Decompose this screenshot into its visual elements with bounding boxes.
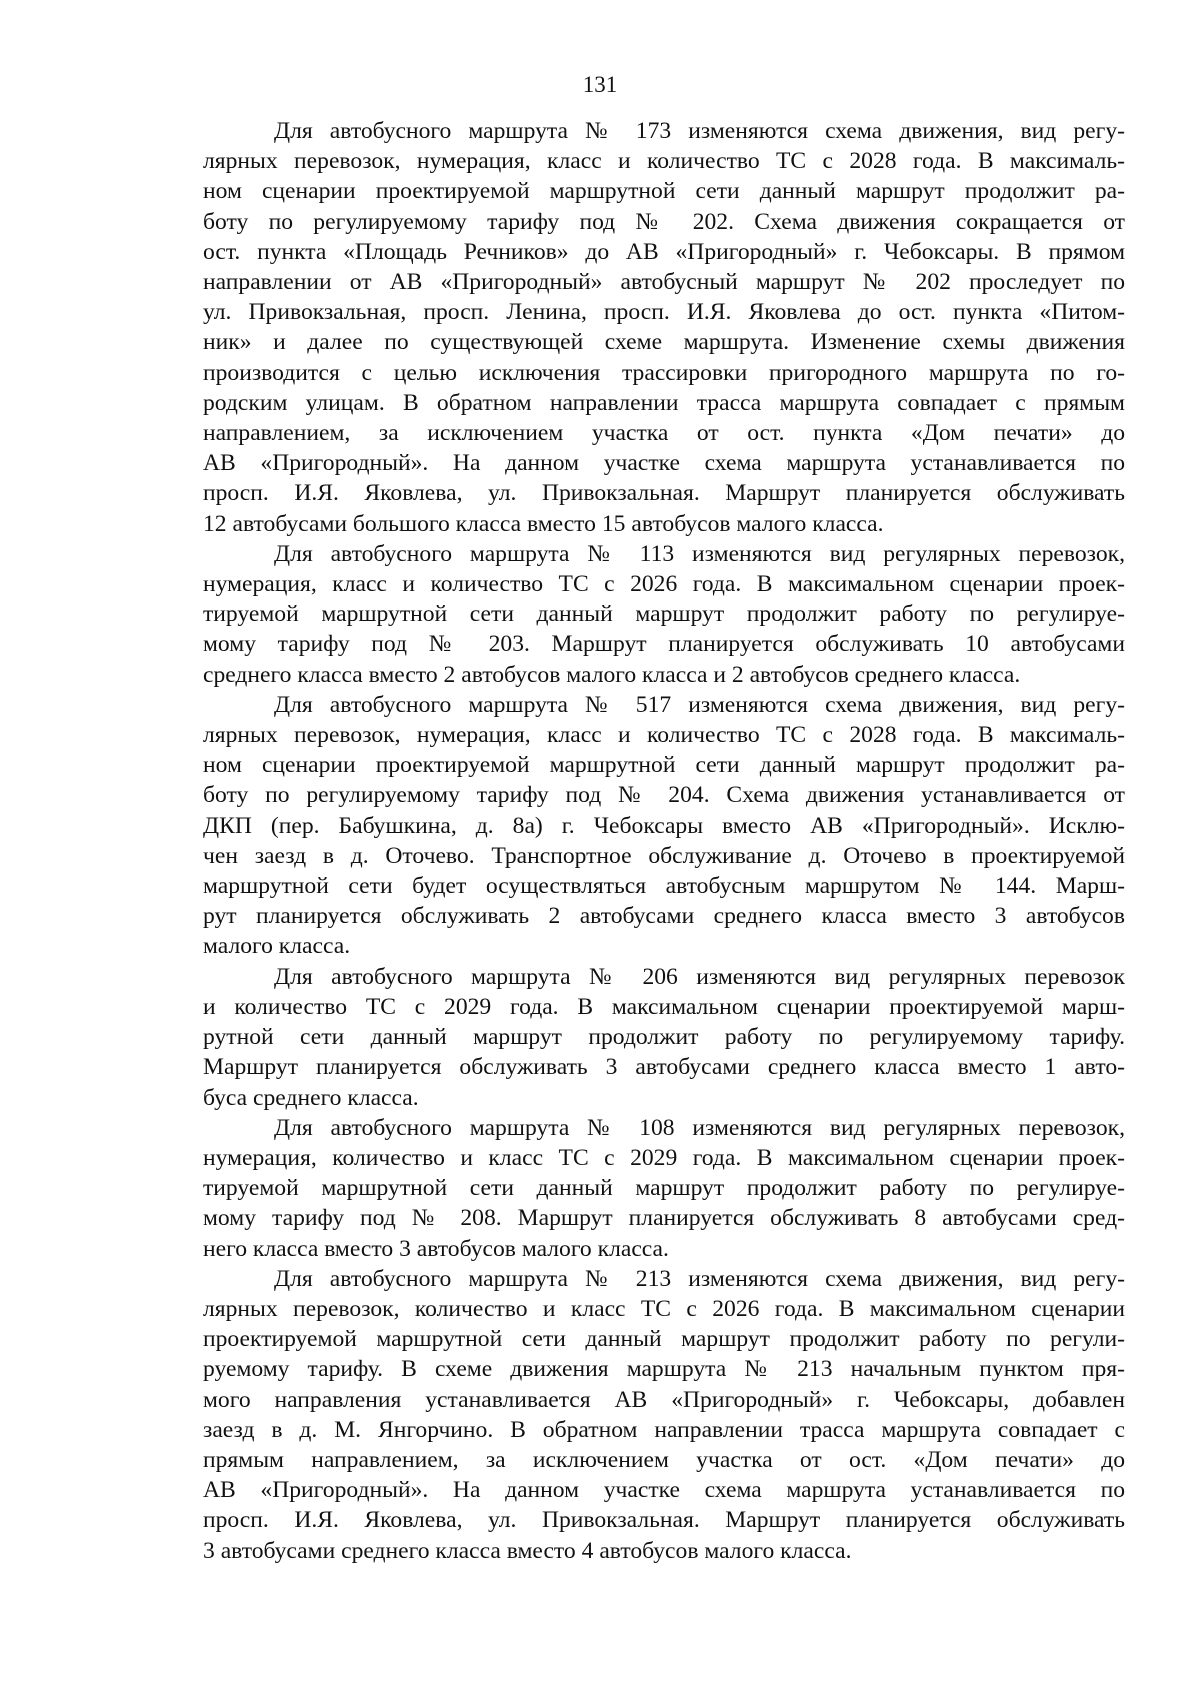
page-number: 131 [582,72,618,97]
text-line: Для автобусного маршрута № 206 изменяются вид регулярных перевозок [274,963,1125,990]
text-line: маршрутной сети будет осуществляться автобусным маршрутом № 144. Марш- [203,873,1125,900]
text-line: среднего класса вместо 2 автобусов малого класса и 2 автобусов среднего класса. [203,661,1021,688]
text-line: прямым направлением, за исключением участка от ост. «Дом печати» до [203,1446,1125,1473]
text-line: и количество ТС с 2029 года. В максимальном сценарии проектируемой марш- [203,993,1125,1020]
text-line: нумерация, количество и класс ТС с 2029 года. В максимальном сценарии проек- [203,1144,1125,1171]
text-line: ул. Привокзальная, просп. Ленина, просп. И.Я. Яковлева до ост. пункта «Питом- [203,299,1125,326]
paragraph [203,539,1125,690]
text-line: проектируемой маршрутной сети данный маршрут продолжит работу по регули- [203,1326,1125,1353]
text-line: Для автобусного маршрута № 213 изменяются схема движения, вид регу- [274,1265,1125,1292]
text-line: нумерация, класс и количество ТС с 2026 года. В максимальном сценарии проек- [203,571,1125,598]
text-line: Для автобусного маршрута № 173 изменяются схема движения, вид регу- [274,118,1125,144]
body-text [203,116,1125,1566]
text-line: 3 автобусами среднего класса вместо 4 автобусов малого класса. [203,1537,852,1564]
text-line: ном сценарии проектируемой маршрутной сети данный маршрут продолжит ра- [203,752,1125,779]
paragraph [203,962,1125,1113]
paragraph [203,116,1125,539]
text-line: Для автобусного маршрута № 517 изменяются схема движения, вид регу- [274,691,1125,718]
text-line: заезд в д. М. Янгорчино. В обратном направлении трасса маршрута совпадает с [203,1416,1125,1443]
text-line: ник» и далее по существующей схеме маршрута. Изменение схемы движения [203,329,1125,356]
text-line: ДКП (пер. Бабушкина, д. 8а) г. Чебоксары вместо АВ «Пригородный». Исклю- [203,812,1125,839]
text-line: ном сценарии проектируемой маршрутной сети данный маршрут продолжит ра- [203,178,1125,205]
text-line: направлением, за исключением участка от ост. пункта «Дом печати» до [203,420,1125,447]
text-line: малого класса. [203,933,351,960]
text-line: мому тарифу под № 208. Маршрут планируется обслуживать 8 автобусами сред- [203,1205,1125,1232]
text-line: просп. И.Я. Яковлева, ул. Привокзальная. Маршрут планируется обслуживать [203,480,1125,507]
text-line: буса среднего класса. [203,1084,419,1111]
text-line: родским улицам. В обратном направлении трасса маршрута совпадает с прямым [203,389,1125,416]
text-line: Для автобусного маршрута № 113 изменяются вид регулярных перевозок, [274,540,1125,567]
text-line: боту по регулируемому тарифу под № 204. Схема движения устанавливается от [203,782,1125,809]
text-line: тируемой маршрутной сети данный маршрут продолжит работу по регулируе- [203,601,1125,628]
text-line: рутной сети данный маршрут продолжит работу по регулируемому тарифу. [203,1024,1125,1051]
text-line: Для автобусного маршрута № 108 изменяются вид регулярных перевозок, [274,1114,1125,1141]
text-line: направлении от АВ «Пригородный» автобусный маршрут № 202 проследует по [203,269,1125,296]
text-line: него класса вместо 3 автобусов малого класса. [203,1235,669,1262]
text-line: производится с целью исключения трассировки пригородного маршрута по го- [203,359,1125,386]
text-line: лярных перевозок, количество и класс ТС с 2026 года. В максимальном сценарии [203,1295,1125,1322]
paragraph [203,1113,1125,1264]
text-line: 12 автобусами большого класса вместо 15 автобусов малого класса. [203,510,884,537]
text-line: АВ «Пригородный». На данном участке схема маршрута устанавливается по [203,1477,1125,1504]
paragraph [203,690,1125,962]
text-line: АВ «Пригородный». На данном участке схема маршрута устанавливается по [203,450,1125,477]
text-line: руемому тарифу. В схеме движения маршрута № 213 начальным пунктом пря- [203,1356,1125,1383]
text-line: просп. И.Я. Яковлева, ул. Привокзальная. Маршрут планируется обслуживать [203,1507,1125,1534]
text-line: мого направления устанавливается АВ «Пригородный» г. Чебоксары, добавлен [203,1386,1125,1413]
paragraph [203,1264,1125,1566]
text-line: ост. пункта «Площадь Речников» до АВ «Пригородный» г. Чебоксары. В прямом [203,238,1125,265]
text-line: мому тарифу под № 203. Маршрут планируется обслуживать 10 автобусами [203,631,1125,658]
text-line: Маршрут планируется обслуживать 3 автобусами среднего класса вместо 1 авто- [203,1054,1125,1081]
text-line: лярных перевозок, нумерация, класс и количество ТС с 2028 года. В максималь- [203,722,1125,749]
text-line: боту по регулируемому тарифу под № 202. Схема движения сокращается от [203,208,1125,235]
text-line: чен заезд в д. Оточево. Транспортное обслуживание д. Оточево в проектируемой [203,842,1125,869]
text-line: рут планируется обслуживать 2 автобусами среднего класса вместо 3 автобусов [203,903,1125,930]
text-line: тируемой маршрутной сети данный маршрут продолжит работу по регулируе- [203,1175,1125,1202]
text-line: лярных перевозок, нумерация, класс и количество ТС с 2028 года. В максималь- [203,148,1125,175]
